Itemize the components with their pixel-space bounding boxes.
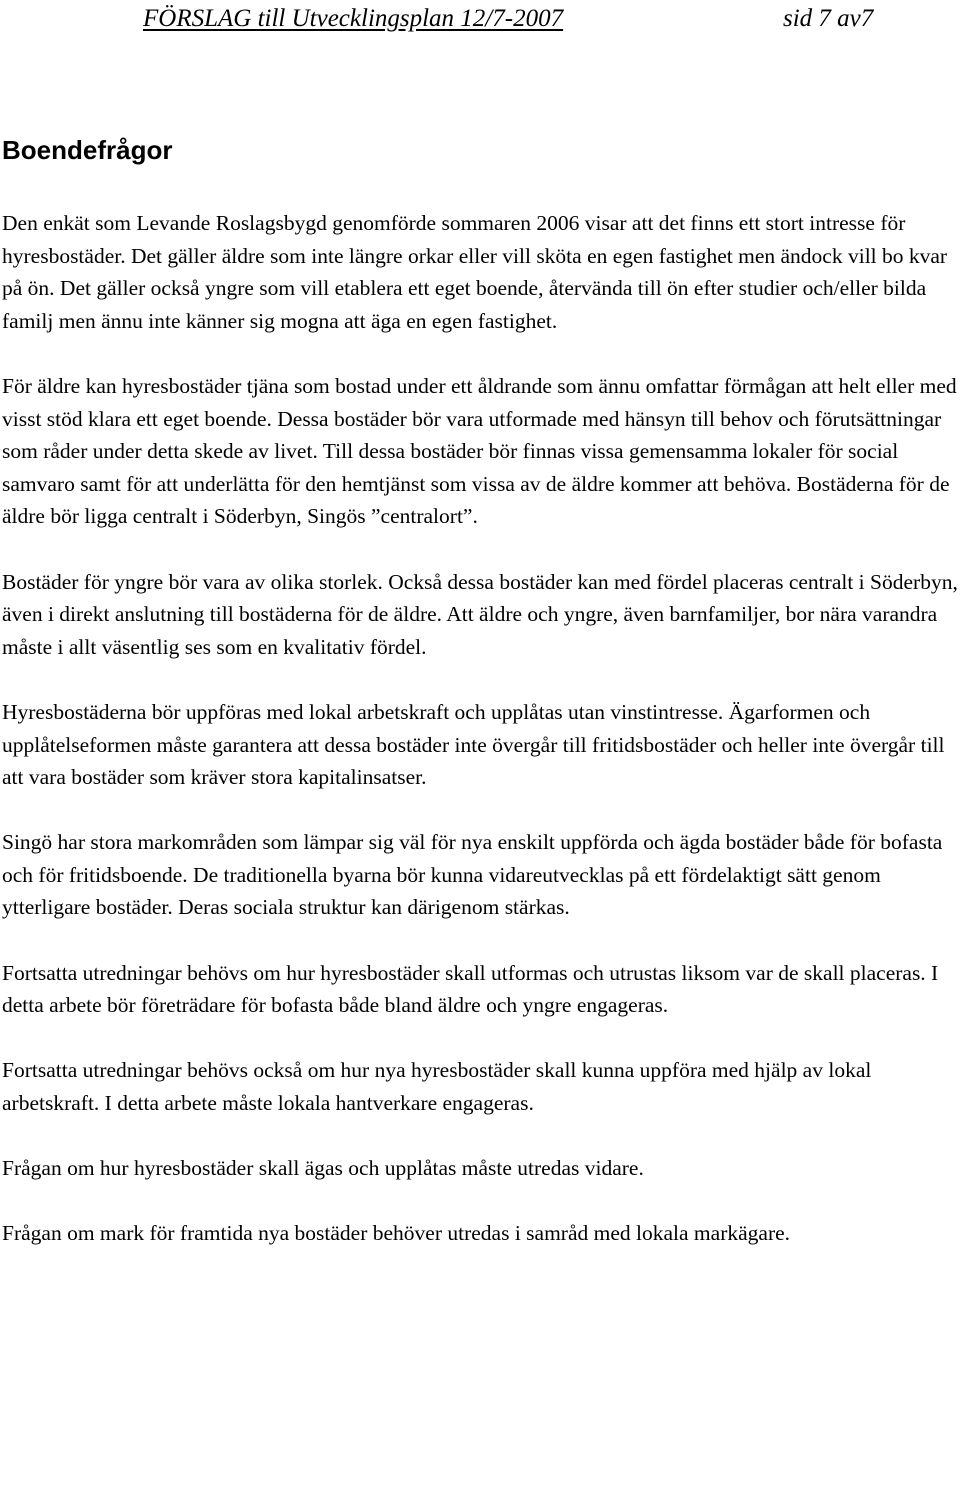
paragraph: Hyresbostäderna bör uppföras med lokal arbetskraft och upplåtas utan vinstintresse. Ägarformen och upplåtelseformen måste garantera att dessa bostäder inte övergår till fritidsbostäder och heller inte övergår till att vara bostäder som kräver stora kapitalinsatser. (2, 699, 945, 790)
page-number: sid 7 av7 (783, 5, 874, 32)
document-title: FÖRSLAG till Utvecklingsplan 12/7-2007 (143, 5, 564, 32)
section-heading: Boendefrågor (2, 135, 173, 165)
body-text (2, 207, 958, 1250)
paragraph: För äldre kan hyresbostäder tjäna som bostad under ett åldrande som ännu omfattar förmågan att helt eller med visst stöd klara ett eget boende. Dessa bostäder bör vara utformade med hänsyn till behov och förutsättningar som råder under detta skede av livet. Till dessa bostäder bör finnas vissa gemensamma lokaler för social samvaro samt för att underlätta för den hemtjänst som vissa av de äldre kommer att behöva. Bostäderna för de äldre bör ligga centralt i Söderbyn, Singös ”centralort”. (2, 373, 957, 529)
paragraph: Singö har stora markområden som lämpar sig väl för nya enskilt uppförda och ägda bostäder både för bofasta och för fritidsboende. De traditionella byarna bör kunna vidareutvecklas på ett fördelaktigt sätt genom ytterligare bostäder. Deras sociala struktur kan därigenom stärkas. (2, 830, 943, 920)
paragraph: Fortsatta utredningar behövs om hur hyresbostäder skall utformas och utrustas liksom var de skall placeras. I detta arbete bör företrädare för bofasta både bland äldre och yngre engageras. (2, 960, 939, 1018)
page-header (143, 2, 903, 36)
paragraph: Bostäder för yngre bör vara av olika storlek. Också dessa bostäder kan med fördel placeras centralt i Söderbyn, även i direkt anslutning till bostäderna för de äldre. Att äldre och yngre, även barnfamiljer, bor nära varandra måste i allt väsentlig ses som en kvalitativ fördel. (2, 569, 958, 659)
paragraph: Frågan om mark för framtida nya bostäder behöver utredas i samråd med lokala markägare. (2, 1221, 791, 1246)
paragraph: Fortsatta utredningar behövs också om hur nya hyresbostäder skall kunna uppföra med hjälp av lokal arbetskraft. I detta arbete måste lokala hantverkare engageras. (2, 1058, 872, 1116)
paragraph: Den enkät som Levande Roslagsbygd genomförde sommaren 2006 visar att det finns ett stort intresse för hyresbostäder. Det gäller äldre som inte längre orkar eller vill sköta en egen fastighet men ändock vill bo kvar på ön. Det gäller också yngre som vill etablera ett eget boende, återvända till ön efter studier och/eller bilda familj men ännu inte känner sig mogna att äga en egen fastighet. (2, 211, 948, 333)
paragraph: Frågan om hur hyresbostäder skall ägas och upplåtas måste utredas vidare. (2, 1156, 644, 1181)
